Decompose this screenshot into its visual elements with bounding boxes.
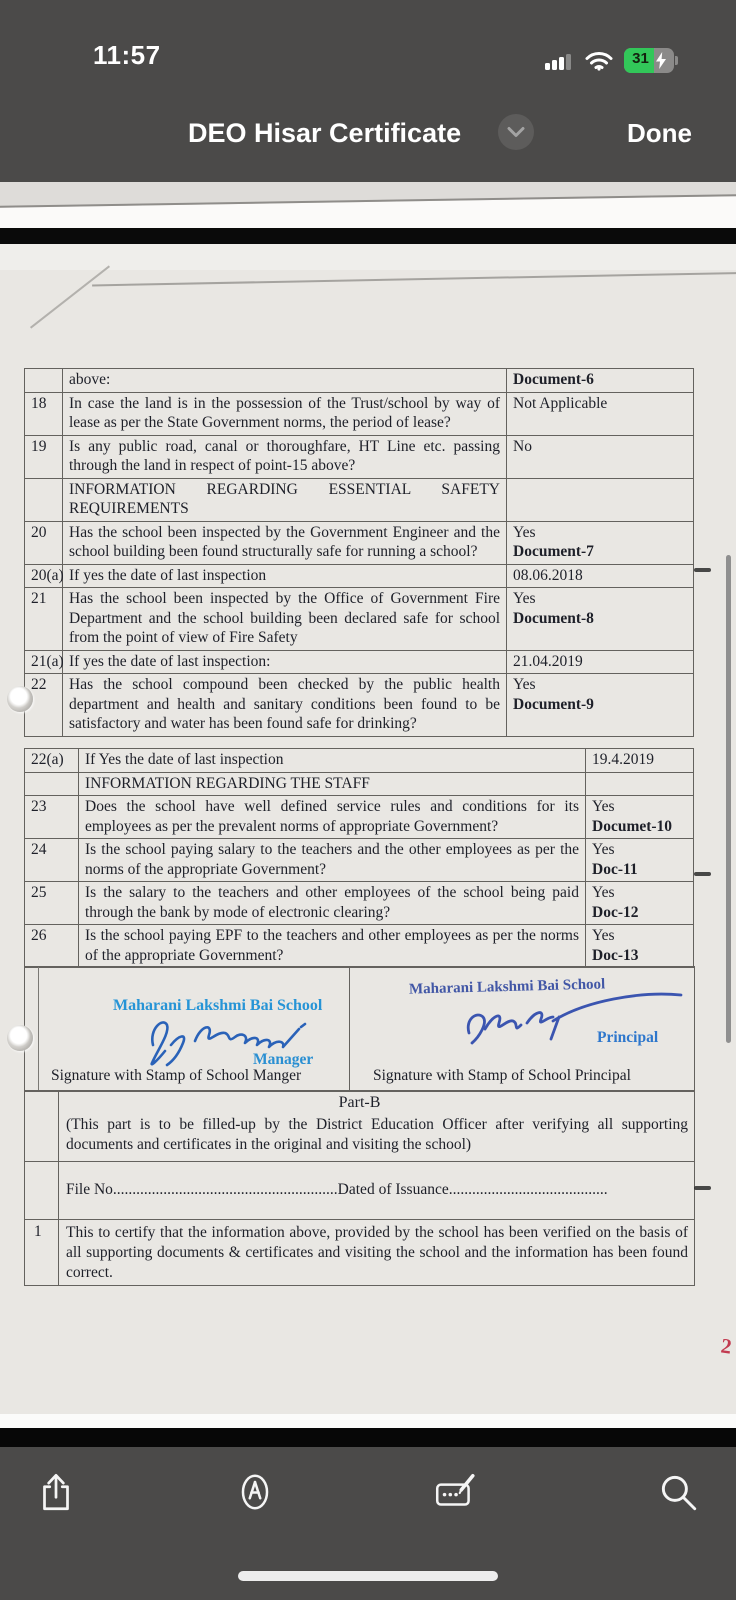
manager-stamp: Maharani Lakshmi Bai School bbox=[113, 997, 323, 1014]
margin-dash-mark bbox=[694, 1186, 711, 1190]
scrollbar[interactable] bbox=[726, 555, 731, 1043]
nav-bar bbox=[0, 88, 736, 182]
table-row: 25 Is the salary to the teachers and other employees of the school being paid through the bank by mode of electronic clearing? Yes Doc-12 bbox=[25, 882, 694, 925]
table-row: 21 Has the school been inspected by the Office of Government Fire Department and the school building been declared safe for school from the point of view of Fire Safety Yes Document-8 bbox=[25, 588, 694, 651]
title-menu-button[interactable] bbox=[498, 114, 534, 150]
part-b-title: Part-B bbox=[338, 1094, 381, 1111]
cellular-signal-icon bbox=[544, 50, 574, 72]
part-b-subtitle: (This part is to be filled-up by the District Education Officer after verifying all supporting documents and certificates in the original and visiting the school) bbox=[66, 1116, 688, 1153]
markup-icon bbox=[232, 1469, 278, 1515]
battery-percent: 31 bbox=[632, 50, 649, 67]
manager-caption: Signature with Stamp of School Manger bbox=[51, 1067, 302, 1084]
table-row: 20(a) If yes the date of last inspection 08.06.2018 bbox=[25, 564, 694, 588]
scan-background bbox=[0, 244, 736, 270]
previous-page-edge bbox=[0, 182, 736, 228]
table-row: 21(a) If yes the date of last inspection: 21.04.2019 bbox=[25, 650, 694, 674]
punch-hole bbox=[7, 686, 33, 712]
table-section-row: INFORMATION REGARDING ESSENTIAL SAFETY REQUIREMENTS bbox=[25, 478, 694, 521]
table-row: above: Document-6 bbox=[25, 369, 694, 393]
principal-caption: Signature with Stamp of School Principal bbox=[373, 1067, 631, 1084]
table-row: 26 Is the school paying EPF to the teachers and other employees as per the norms of the appropriate Government? Yes Doc-13 bbox=[25, 925, 694, 968]
charging-bolt-icon bbox=[655, 52, 667, 69]
share-button[interactable] bbox=[33, 1469, 79, 1515]
done-button[interactable]: Done bbox=[627, 118, 692, 148]
markup-button[interactable] bbox=[232, 1469, 278, 1515]
table-row: 19 Is any public road, canal or thoroughfare, HT Line etc. passing through the land in respect of point-15 above? No bbox=[25, 435, 694, 478]
battery-nub bbox=[675, 56, 678, 65]
home-indicator[interactable] bbox=[238, 1571, 498, 1581]
table-section-row: INFORMATION REGARDING THE STAFF bbox=[25, 772, 694, 796]
search-button[interactable] bbox=[655, 1469, 701, 1515]
page-bottom-edge bbox=[0, 1414, 736, 1428]
wifi-icon bbox=[584, 50, 614, 72]
page-title: DEO Hisar Certificate bbox=[188, 118, 462, 148]
part-b-block bbox=[24, 1090, 695, 1286]
chevron-down-icon bbox=[507, 126, 525, 138]
previous-page-fragment bbox=[0, 182, 736, 208]
table-row: 24 Is the school paying salary to the teachers and the other employees as per the norms of the appropriate Government? Yes Doc-11 bbox=[25, 839, 694, 882]
share-icon bbox=[33, 1469, 79, 1515]
table-row: 22(a) If Yes the date of last inspection 19.4.2019 bbox=[25, 749, 694, 773]
page-separator bbox=[0, 1428, 736, 1447]
part-b-header-row bbox=[25, 1091, 694, 1162]
signature-block bbox=[24, 966, 695, 1092]
table-row: 20 Has the school been inspected by the Government Engineer and the school building been found structurally safe for running a school? Yes Document-7 bbox=[25, 521, 694, 564]
certify-text: This to certify that the information above, provided by the school has been verified on the basis of all supporting documents & certificates and visiting the school and the information has been found correct. bbox=[66, 1224, 688, 1281]
table-row: 23 Does the school have well defined service rules and conditions for its employees as per the prevalent norms of appropriate Government? Yes Documet-10 bbox=[25, 796, 694, 839]
file-no-row bbox=[25, 1161, 694, 1220]
bottom-toolbar bbox=[0, 1447, 736, 1600]
signature-cell-divider bbox=[349, 967, 350, 1091]
battery-icon bbox=[624, 48, 674, 73]
fill-sign-button[interactable] bbox=[432, 1469, 478, 1515]
table-inner-rule bbox=[38, 967, 39, 1091]
page-top-edge bbox=[92, 272, 736, 286]
search-icon bbox=[655, 1469, 701, 1515]
principal-stamp: Maharani Lakshmi Bai School bbox=[408, 976, 606, 998]
certificate-table-1 bbox=[24, 368, 694, 737]
manager-role-label: Manager bbox=[253, 1051, 314, 1068]
page-separator bbox=[0, 228, 736, 244]
table-row: 18 In case the land is in the possession of the Trust/school by way of lease as per the State Government norms, the period of lease? Not Applicable bbox=[25, 392, 694, 435]
certify-row-number: 1 bbox=[34, 1223, 42, 1240]
certify-row bbox=[25, 1219, 694, 1285]
page-corner-fold bbox=[30, 265, 110, 328]
punch-hole bbox=[7, 1025, 33, 1051]
table-row: 22 Has the school compound been checked by the public health department and health and sanitary conditions been found to be satisfactory and water has been found safe for drinking? Yes Document-9 bbox=[25, 674, 694, 737]
margin-dash-mark bbox=[694, 872, 711, 876]
handwritten-page-number: 2 bbox=[719, 1333, 734, 1359]
status-bar bbox=[0, 0, 736, 88]
document-page[interactable] bbox=[0, 244, 736, 1414]
clock: 11:57 bbox=[93, 40, 161, 70]
status-icons bbox=[544, 48, 674, 73]
fill-sign-icon bbox=[432, 1469, 478, 1515]
principal-role-label: Principal bbox=[597, 1029, 659, 1046]
file-no-line: File No..........................................................Dated of Issuance......................................... bbox=[66, 1181, 608, 1198]
margin-dash-mark bbox=[694, 568, 711, 572]
certificate-table-2 bbox=[24, 748, 694, 968]
